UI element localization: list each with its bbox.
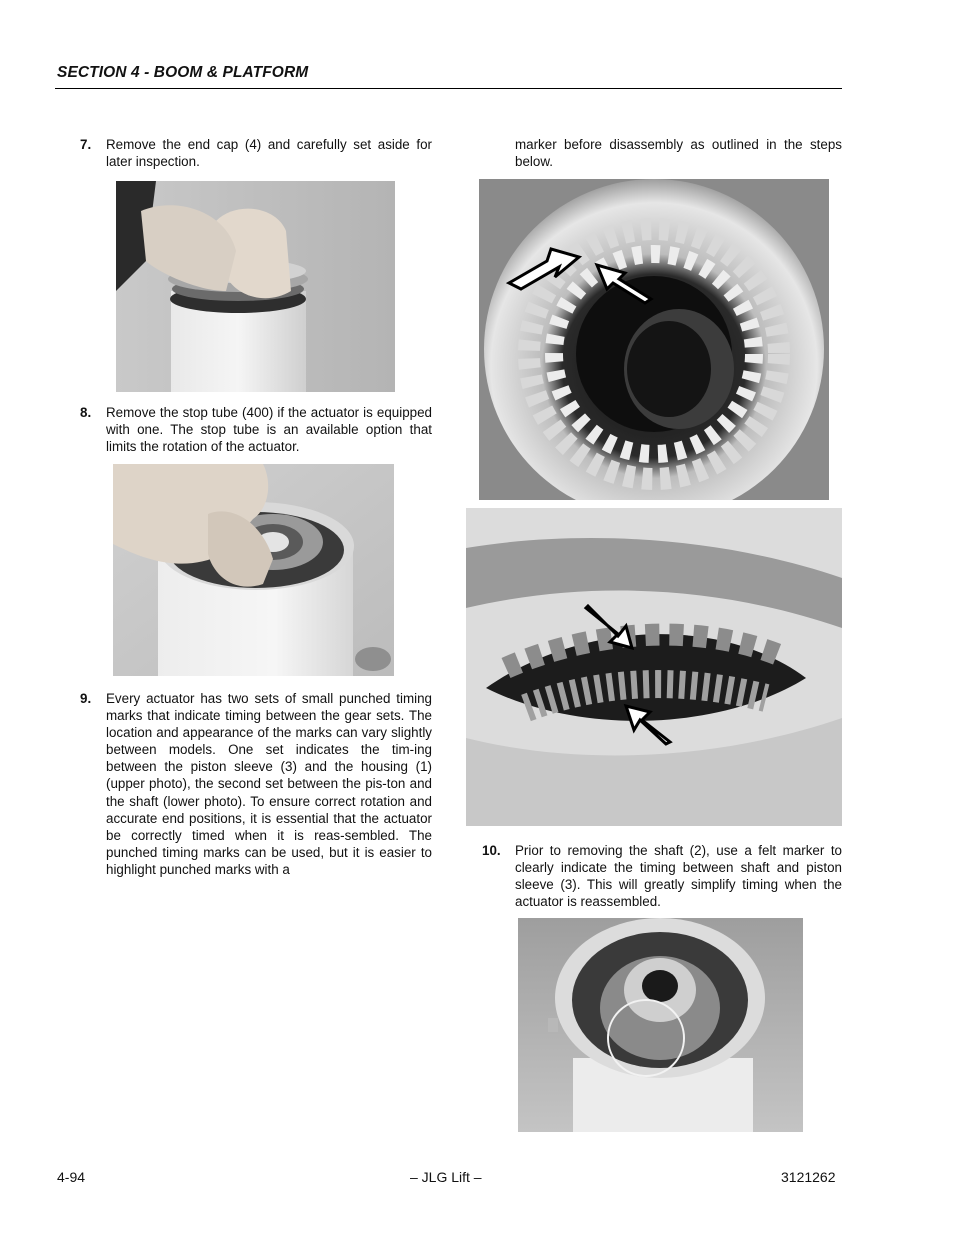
step-number: 10. bbox=[482, 843, 501, 858]
section-title: SECTION 4 - BOOM & PLATFORM bbox=[57, 64, 309, 81]
page-number: 4-94 bbox=[57, 1169, 86, 1185]
step-9-continuation: marker before disassembly as outlined in the steps below. bbox=[515, 137, 842, 170]
document-number: 3121262 bbox=[781, 1169, 836, 1185]
stop-tube-removal-photo bbox=[113, 464, 394, 676]
step-number: 7. bbox=[80, 137, 92, 152]
shaft-timing-marks-photo bbox=[466, 508, 842, 826]
step-text: Prior to removing the shaft (2), use a felt marker to clearly indicate the timing between shaft and piston sleeve (3). This will greatly simplify timing when the actuator is reassembled. bbox=[515, 843, 842, 910]
step-text: Every actuator has two sets of small punched timing marks that indicate timing between the gear sets. The location and appearance of the marks can vary slightly between models. One set indicates the tim-ing between the piston sleeve (3) and the housing (1) (upper photo), the second set between the pis-ton and the shaft (lower photo). To ensure correct rotation and accurate end positions, it is essential that the actuator be correctly timed when it is reas-sembled. The punched timing marks can be used, but it is easier to highlight punched marks with a bbox=[106, 691, 432, 877]
end-cap-removal-photo bbox=[116, 181, 395, 392]
header-divider bbox=[55, 88, 842, 89]
step-text: Remove the stop tube (400) if the actuator is equipped with one. The stop tube is an available option that limits the rotation of the actuator. bbox=[106, 405, 432, 455]
step-9 bbox=[80, 690, 432, 878]
housing-timing-marks-photo bbox=[479, 179, 829, 500]
step-number: 9. bbox=[80, 691, 92, 706]
step-text: Remove the end cap (4) and carefully set aside for later inspection. bbox=[106, 137, 432, 170]
step-number: 8. bbox=[80, 405, 92, 420]
step-8 bbox=[80, 404, 432, 455]
step-7 bbox=[80, 136, 432, 170]
felt-marker-timing-photo bbox=[518, 918, 803, 1132]
footer-publisher: – JLG Lift – bbox=[410, 1169, 482, 1185]
step-10 bbox=[482, 842, 842, 910]
